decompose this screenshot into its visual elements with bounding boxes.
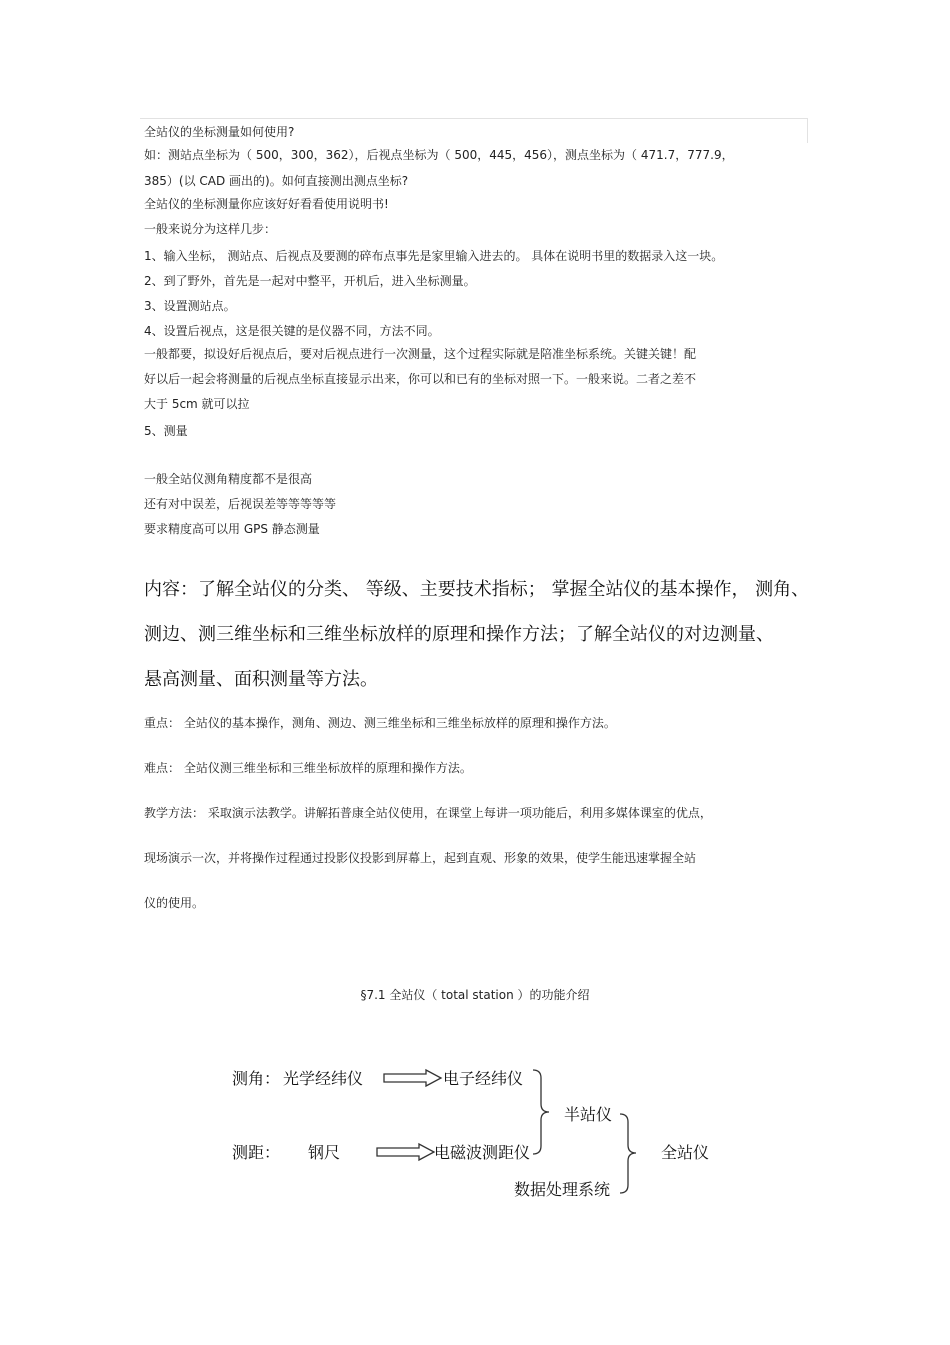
teaching-line-1: 教学方法： 采取演示法教学。讲解拓普康全站仪使用，在课堂上每讲一项功能后，利用多媒体课室的优点，	[144, 806, 712, 820]
step-2: 2、到了野外，首先是一起对中整平，开机后，进入坐标测量。	[144, 274, 476, 288]
section-title: §7.1 全站仪（ total station ）的功能介绍	[360, 988, 590, 1002]
brace-total-station	[620, 1114, 636, 1193]
step-1: 1、输入坐标， 测站点、后视点及要测的碎布点事先是家里输入进去的。 具体在说明书里的数据录入这一块。	[144, 249, 724, 263]
content-line-3: 悬高测量、面积测量等方法。	[144, 669, 378, 690]
content-line-1: 内容：了解全站仪的分类、 等级、主要技术指标； 掌握全站仪的基本操作， 测角、	[144, 579, 810, 600]
example-line-2: 385）(以 CAD 画出的)。如何直接测出测点坐标?	[144, 174, 409, 188]
angle-label: 测角：	[232, 1069, 281, 1088]
teaching-line-2: 现场演示一次，并将操作过程通过投影仪投影到屏幕上，起到直观、形象的效果，使学生能迅速掌握全站	[144, 851, 697, 865]
angle-new: 电子经纬仪	[443, 1069, 524, 1088]
difficulties: 难点： 全站仪测三维坐标和三维坐标放样的原理和操作方法。	[144, 761, 472, 775]
teaching-line-3: 仪的使用。	[144, 896, 205, 910]
brace-half-station	[533, 1070, 549, 1154]
data-system: 数据处理系统	[514, 1180, 611, 1199]
arrow-angle	[384, 1070, 441, 1086]
step-4-detail-1: 一般都要，拟设好后视点后，要对后视点进行一次测量，这个过程实际就是陪准坐标系统。关键关键！配	[144, 347, 697, 361]
step-4-detail-2: 好以后一起会将测量的后视点坐标直接显示出来，你可以和已有的坐标对照一下。一般来说。二者之差不	[144, 372, 697, 386]
example-line-1: 如：测站点坐标为（ 500，300，362），后视点坐标为（ 500，445，456），测点坐标为（ 471.7，777.9，	[144, 148, 734, 162]
step-4: 4、设置后视点，这是很关键的是仪器不同，方法不同。	[144, 324, 440, 338]
dist-old: 钢尺	[308, 1143, 341, 1162]
note-3: 要求精度高可以用 GPS 静态测量	[144, 522, 320, 536]
dist-label: 测距：	[232, 1143, 281, 1162]
note-1: 一般全站仪测角精度都不是很高	[144, 472, 313, 486]
step-4-detail-3: 大于 5cm 就可以拉	[144, 397, 250, 411]
key-points: 重点： 全站仪的基本操作，测角、测边、测三维坐标和三维坐标放样的原理和操作方法。	[144, 716, 616, 730]
content-line-2: 测边、测三维坐标和三维坐标放样的原理和操作方法；了解全站仪的对边测量、	[144, 624, 774, 645]
total-station: 全站仪	[661, 1143, 710, 1162]
step-5: 5、测量	[144, 424, 188, 438]
steps-intro: 一般来说分为这样几步：	[144, 222, 277, 236]
question-text: 全站仪的坐标测量如何使用?	[144, 125, 295, 139]
half-station: 半站仪	[564, 1105, 613, 1124]
step-3: 3、设置测站点。	[144, 299, 236, 313]
total-station-diagram	[0, 1040, 950, 1220]
note-2: 还有对中误差，后视误差等等等等等	[144, 497, 337, 511]
angle-old: 光学经纬仪	[283, 1069, 364, 1088]
dist-new: 电磁波测距仪	[434, 1143, 531, 1162]
arrow-dist	[377, 1144, 434, 1160]
answer-intro: 全站仪的坐标测量你应该好好看看使用说明书!	[144, 197, 389, 211]
